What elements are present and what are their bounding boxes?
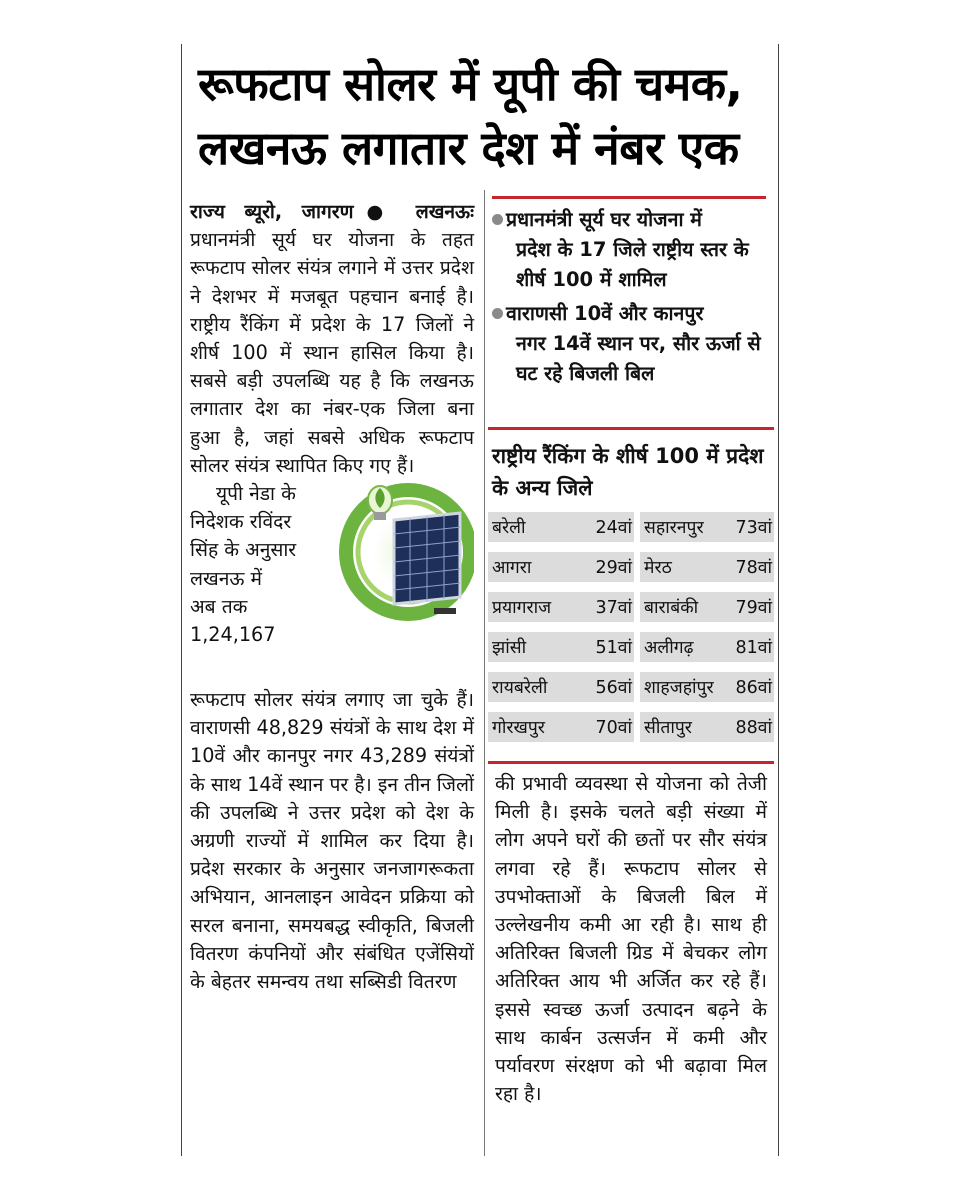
ranking-row: [488, 592, 634, 622]
district-rank: 29वां: [595, 558, 632, 578]
district-name: बाराबंकी: [644, 598, 699, 618]
district-rank: 86वां: [735, 678, 772, 698]
district-name: बरेली: [492, 518, 526, 538]
column-divider: [484, 190, 485, 1156]
highlight-item: [492, 205, 766, 295]
district-rank: 79वां: [735, 598, 772, 618]
highlight-item: [492, 299, 766, 389]
ranking-row: [640, 552, 774, 582]
district-rank: 70वां: [595, 718, 632, 738]
district-rank: 37वां: [595, 598, 632, 618]
wrap-line: यूपी नेडा के: [216, 482, 296, 506]
ranking-row: [640, 632, 774, 662]
district-rank: 56वां: [595, 678, 632, 698]
image-wrap-block: [190, 480, 474, 686]
wrap-line: 1,24,167: [190, 623, 276, 647]
article-paragraph-2: रूफटाप सोलर संयंत्र लगाए जा चुके हैं। वाराणसी 48,829 संयंत्रों के साथ देश में 10वें और कानपुर नगर 43,289 संयंत्रों के साथ 14वें स्थान पर है। इन तीन जिलों की उपलब्धि ने उत्तर प्रदेश को देश के अग्रणी राज्यों में शामिल कर दिया है। प्रदेश सरकार के अनुसार जनजागरूकता अभियान, आनलाइन आवेदन प्रक्रिया को सरल बनाना, समयबद्ध स्वीकृति, बिजली वितरण कंपनियों और संबंधित एजेंसियों के बेहतर समन्वय तथा सब्सिडी वितरण: [190, 688, 474, 994]
district-rank: 51वां: [595, 638, 632, 658]
wrap-line: सिंह के अनुसार: [190, 538, 297, 562]
headline-line-1: रूफटाप सोलर में यूपी की चमक,: [198, 57, 743, 111]
wrap-line: निदेशक रविंदर: [190, 510, 292, 534]
ranking-table: [488, 512, 774, 742]
ranking-row: [640, 592, 774, 622]
district-name: रायबरेली: [492, 678, 548, 698]
district-name: झांसी: [492, 638, 527, 658]
highlight-rest: प्रदेश के 17 जिले राष्ट्रीय स्तर के शीर्ष 100 में शामिल: [516, 238, 749, 291]
district-name: अलीगढ़: [644, 638, 694, 658]
district-name: शाहजहांपुर: [644, 678, 714, 698]
page-border-right: [778, 44, 779, 1156]
district-name: गोरखपुर: [492, 718, 545, 738]
ranking-title: राष्ट्रीय रैंकिंग के शीर्ष 100 में प्रदेश के अन्य जिले: [492, 444, 764, 500]
district-name: सहारनपुर: [644, 518, 704, 538]
headline-line-2: लखनऊ लगातार देश में नंबर एक: [198, 121, 739, 175]
headline: [198, 52, 768, 180]
wrap-line: अब तक: [190, 594, 248, 618]
article-left-column: [190, 198, 474, 996]
ranking-row: [488, 712, 634, 742]
ranking-bottom-rule: [488, 761, 774, 764]
district-name: प्रयागराज: [492, 598, 552, 618]
bullet-icon: [492, 308, 503, 319]
article-right-column: [495, 770, 767, 1108]
ranking-row: [488, 632, 634, 662]
wrapped-text: [190, 480, 330, 649]
ranking-box: [488, 427, 774, 742]
district-rank: 81वां: [735, 638, 772, 658]
district-rank: 88वां: [735, 718, 772, 738]
bullet-icon: [492, 214, 503, 225]
district-rank: 24वां: [595, 518, 632, 538]
article-paragraph-3: की प्रभावी व्यवस्था से योजना को तेजी मिली है। इसके चलते बड़ी संख्या में लोग अपने घरों की छतों पर सौर संयंत्र लगवा रहे हैं। रूफटाप सोलर से उपभोक्ताओं के बिजली बिल में उल्लेखनीय कमी आ रही है। साथ ही अतिरिक्त बिजली ग्रिड में बेचकर लोग अतिरिक्त आय भी अर्जित कर रहे हैं। इससे स्वच्छ ऊर्जा उत्पादन बढ़ने के साथ कार्बन उत्सर्जन में कमी और पर्यावरण संरक्षण को भी बढ़ावा मिल रहा है।: [495, 772, 767, 1106]
ranking-row: [488, 512, 634, 542]
district-name: सीतापुर: [644, 718, 692, 738]
ranking-row: [640, 712, 774, 742]
district-name: मेरठ: [644, 558, 672, 578]
solar-panel-bulb-icon: [338, 476, 474, 626]
ranking-row: [640, 512, 774, 542]
district-name: आगरा: [492, 558, 532, 578]
highlight-lead: प्रधानमंत्री सूर्य घर योजना में: [506, 208, 702, 231]
highlight-rest: नगर 14वें स्थान पर, सौर ऊर्जा से घट रहे बिजली बिल: [516, 332, 761, 385]
district-rank: 78वां: [735, 558, 772, 578]
wrap-line: लखनऊ में: [190, 566, 262, 590]
ranking-row: [488, 672, 634, 702]
ranking-row: [488, 552, 634, 582]
dateline: राज्य ब्यूरो, जागरण● लखनऊः: [190, 200, 474, 223]
article-paragraph-1: प्रधानमंत्री सूर्य घर योजना के तहत रूफटाप सोलर संयंत्र लगाने में उत्तर प्रदेश ने देशभर में मजबूत पहचान बनाई है। राष्ट्रीय रैंकिंग में प्रदेश के 17 जिलों ने शीर्ष 100 में स्थान हासिल किया है। सबसे बड़ी उपलब्धि यह है कि लखनऊ लगातार देश का नंबर-एक जिला बना हुआ है, जहां सबसे अधिक रूफटाप सोलर संयंत्र स्थापित किए गए हैं।: [190, 228, 474, 477]
highlights-box: [492, 196, 766, 393]
article-lead: [190, 198, 474, 480]
highlight-lead: वाराणसी 10वें और कानपुर: [506, 302, 704, 325]
ranking-row: [640, 672, 774, 702]
page-border-left: [181, 44, 182, 1156]
district-rank: 73वां: [735, 518, 772, 538]
